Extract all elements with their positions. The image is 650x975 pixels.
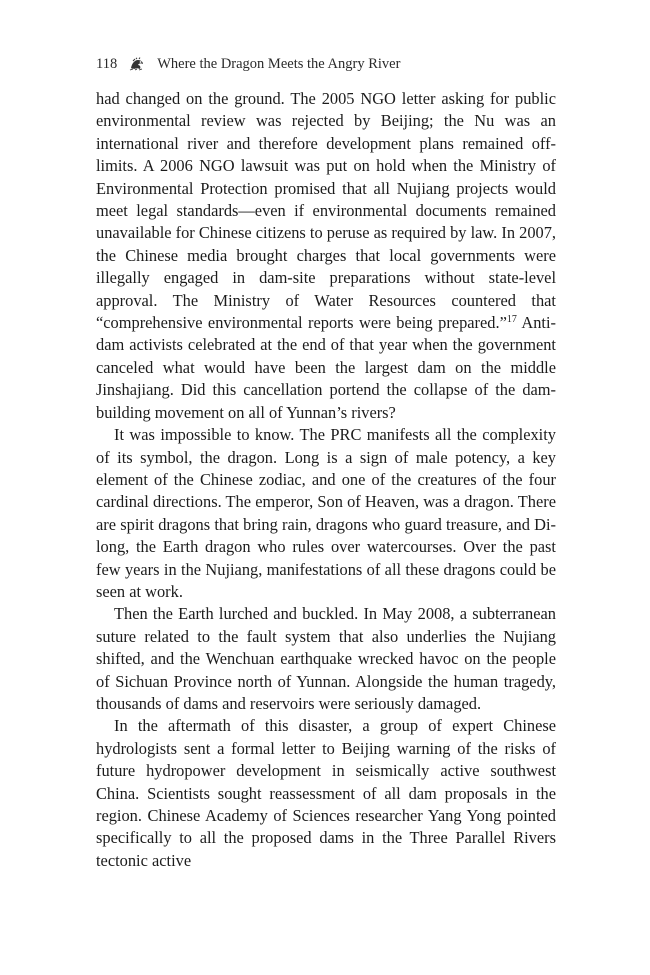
dragon-ornament-icon bbox=[129, 57, 145, 71]
running-head bbox=[96, 54, 556, 74]
body-text bbox=[96, 88, 556, 872]
running-title: Where the Dragon Meets the Angry River bbox=[157, 55, 401, 72]
paragraph-1-text: had changed on the ground. The 2005 NGO letter asking for public environmental review was rejected by Beijing; the Nu was an international river and therefore development plans remained off-limits. A 2006 NGO lawsuit was put on hold when the Ministry of Environmental Protection promised that all Nujiang projects would meet legal standards—even if environmental documents remained unavailable for Chinese citizens to peruse as required by law. In 2007, the Chinese media brought charges that local governments were illegally engaged in dam-site preparations without state-level approval. The Ministry of Water Resources countered that “comprehensive environmental reports were being prepared.” bbox=[96, 89, 557, 333]
paragraph-2: It was impossible to know. The PRC manifests all the complexity of its symbol, the dragon. Long is a sign of male potency, a key element of the Chinese zodiac, and one of the creatures of the four cardinal directions. The emperor, Son of Heaven, was a dragon. There are spirit dragons that bring rain, dragons who guard treasure, and Di-long, the Earth dragon who rules over watercourses. Over the past few years in the Nujiang, manifestations of all these dragons could be seen at work. bbox=[96, 425, 556, 601]
paragraph-1 bbox=[96, 88, 556, 424]
endnote-reference[interactable]: 17 bbox=[506, 314, 517, 326]
paragraph-4: In the aftermath of this disaster, a group of expert Chinese hydrologists sent a formal letter to Beijing warning of the risks of future hydropower development in seismically active southwest China. Scientists sought reassessment of all dam proposals in the region. Chinese Academy of Sciences researcher Yang Yong pointed specifically to all the proposed dams in the Three Parallel Rivers tectonic active bbox=[96, 716, 556, 870]
paragraph-1-continuation: Anti-dam activists celebrated at the end of that year when the government canceled what would have been the largest dam on the middle Jinshajiang. Did this cancellation portend the collapse of the dam-building movement on all of Yunnan’s rivers? bbox=[96, 313, 556, 422]
page-number: 118 bbox=[96, 55, 118, 72]
paragraph-3: Then the Earth lurched and buckled. In May 2008, a subterranean suture related to the fault system that also underlies the Nujiang shifted, and the Wenchuan earthquake wrecked havoc on the people of Sichuan Province north of Yunnan. Alongside the human tragedy, thousands of dams and reservoirs were seriously damaged. bbox=[96, 604, 556, 713]
